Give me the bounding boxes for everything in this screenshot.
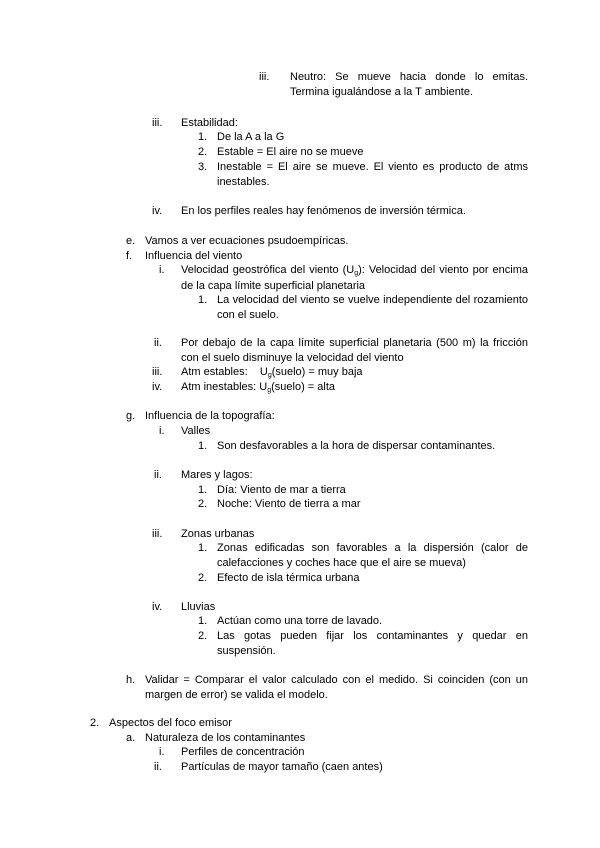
list-item-text: Validar = Comparar el valor calculado con el medido. Si coinciden (con un margen de error) se valida el modelo. (145, 674, 528, 701)
list-item-text: Naturaleza de los contaminantes (145, 732, 306, 744)
list-marker: i. (159, 746, 165, 758)
list-item-text: Vamos a ver ecuaciones psudoempíricas. (145, 235, 349, 247)
list-marker: iv. (152, 381, 163, 393)
list-marker: ii. (154, 761, 162, 773)
list-item-text: Perfiles de concentración (181, 746, 305, 758)
list-item-text: Atm estables: Ug(suelo) = muy baja (181, 366, 363, 379)
list-item-text: Día: Viento de mar a tierra (217, 484, 346, 496)
list-marker: iv. (152, 601, 163, 613)
list-marker: 1. (198, 542, 208, 554)
list-marker: 2. (90, 717, 100, 729)
list-marker: 1. (198, 615, 208, 627)
list-marker: g. (126, 410, 136, 422)
section-heading: Aspectos del foco emisor (109, 717, 232, 729)
list-marker: ii. (154, 469, 162, 481)
list-marker: 3. (198, 161, 208, 173)
list-item-text: Las gotas pueden fijar los contaminantes y quedar en suspensión. (217, 630, 528, 657)
list-marker: 1. (198, 484, 208, 496)
list-item-text: Zonas urbanas (181, 528, 255, 540)
list-item-text: Noche: Viento de tierra a mar (217, 498, 361, 510)
list-marker: i. (159, 425, 165, 437)
list-item-text: Mares y lagos: (181, 469, 253, 481)
list-marker: iii. (152, 366, 163, 378)
list-item-text: Velocidad geostrófica del viento (Ug): Velocidad del viento por encima de la capa límite superficial planetaria (181, 264, 528, 292)
list-marker: 2. (198, 146, 208, 158)
list-marker: iii. (152, 528, 163, 540)
list-marker: 2. (198, 630, 208, 642)
list-item-text: Estabilidad: (181, 117, 238, 129)
list-marker: a. (126, 732, 136, 744)
list-item-text: Por debajo de la capa límite superficial planetaria (500 m) la fricción con el suelo disminuye la velocidad del viento (181, 337, 528, 364)
list-item-text: Zonas edificadas son favorables a la dispersión (calor de calefacciones y coches hace que el aire se mueva) (217, 542, 528, 569)
list-marker: iii. (259, 71, 270, 83)
list-item-text: Lluvias (181, 601, 216, 613)
list-marker: iv. (152, 205, 163, 217)
list-item-text: Atm inestables: Ug(suelo) = alta (181, 381, 336, 394)
list-marker: 2. (198, 498, 208, 510)
list-item-text: Actúan como una torre de lavado. (217, 615, 383, 627)
list-marker: 1. (198, 440, 208, 452)
list-item-text: Neutro: Se mueve hacia donde lo emitas. Termina igualándose a la T ambiente. (290, 71, 528, 98)
list-item-text: La velocidad del viento se vuelve independiente del rozamiento con el suelo. (217, 294, 528, 321)
list-item-text: Partículas de mayor tamaño (caen antes) (181, 761, 383, 773)
list-item-text: Efecto de isla térmica urbana (217, 572, 360, 584)
list-marker: 2. (198, 572, 208, 584)
list-marker: ii. (154, 337, 162, 349)
list-item-text: Valles (181, 425, 211, 437)
list-item-text: Inestable = El aire se mueve. El viento es producto de atms inestables. (217, 161, 528, 188)
list-marker: i. (159, 264, 165, 276)
list-item-text: En los perfiles reales hay fenómenos de inversión térmica. (181, 205, 466, 217)
list-item-text: De la A a la G (217, 131, 285, 143)
list-marker: 1. (198, 131, 208, 143)
list-marker: iii. (152, 117, 163, 129)
list-item-text: Estable = El aire no se mueve (217, 146, 364, 158)
list-marker: 1. (198, 294, 208, 306)
list-item-text: Son desfavorables a la hora de dispersar contaminantes. (217, 440, 496, 452)
list-item-text: Influencia del viento (145, 250, 243, 262)
list-marker: f. (126, 250, 133, 262)
list-item-text: Influencia de la topografía: (145, 410, 275, 422)
list-marker: e. (126, 235, 136, 247)
list-marker: h. (126, 674, 136, 686)
